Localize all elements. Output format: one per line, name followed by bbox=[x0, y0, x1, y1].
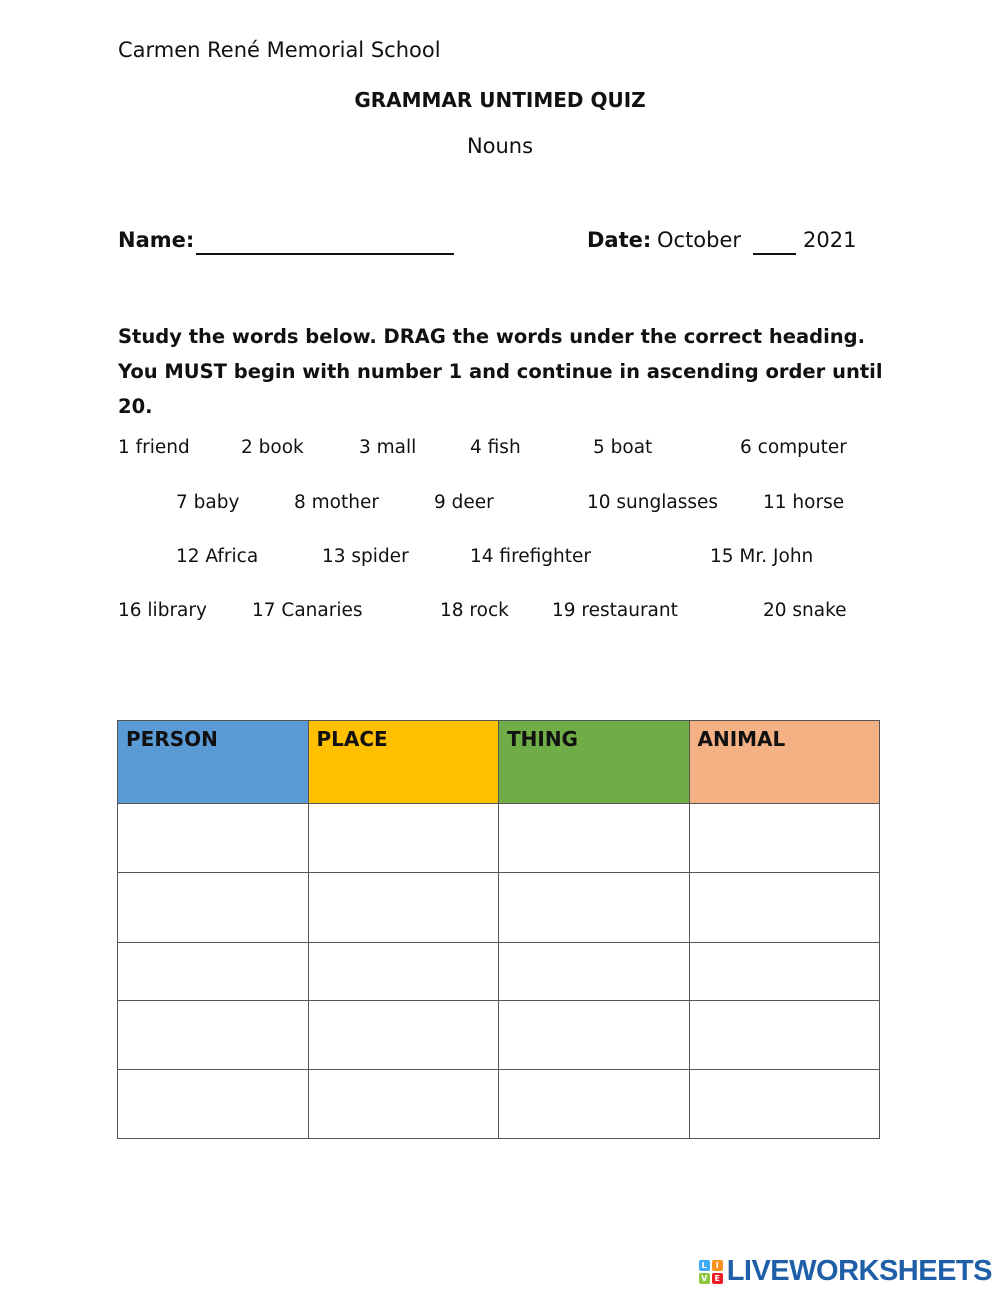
noun-sort-table bbox=[117, 720, 880, 1139]
word-item[interactable]: 13 spider bbox=[322, 546, 409, 567]
word-item[interactable]: 15 Mr. John bbox=[710, 546, 814, 567]
drop-cell[interactable] bbox=[689, 1070, 880, 1139]
drop-cell[interactable] bbox=[118, 873, 309, 943]
header-thing: THING bbox=[499, 721, 690, 804]
drop-cell[interactable] bbox=[308, 943, 499, 1001]
drop-cell[interactable] bbox=[308, 873, 499, 943]
date-day-field[interactable] bbox=[753, 253, 796, 255]
name-label: Name: bbox=[118, 228, 195, 252]
word-item[interactable]: 2 book bbox=[241, 437, 304, 458]
word-item[interactable]: 1 friend bbox=[118, 437, 190, 458]
header-place: PLACE bbox=[308, 721, 499, 804]
drop-cell[interactable] bbox=[689, 804, 880, 873]
drop-cell[interactable] bbox=[118, 1001, 309, 1070]
date-year: 2021 bbox=[803, 228, 857, 252]
word-item[interactable]: 14 firefighter bbox=[470, 546, 592, 567]
liveworksheets-logo bbox=[699, 1255, 992, 1288]
drop-cell[interactable] bbox=[689, 943, 880, 1001]
drop-cell[interactable] bbox=[118, 804, 309, 873]
drop-cell[interactable] bbox=[308, 1070, 499, 1139]
table-row bbox=[118, 1070, 880, 1139]
logo-block: V bbox=[699, 1273, 710, 1284]
drop-cell[interactable] bbox=[499, 873, 690, 943]
word-item[interactable]: 8 mother bbox=[294, 492, 379, 513]
word-item[interactable]: 19 restaurant bbox=[552, 600, 678, 621]
word-item[interactable]: 10 sunglasses bbox=[587, 492, 719, 513]
logo-blocks-icon bbox=[699, 1260, 723, 1284]
logo-block: I bbox=[712, 1260, 723, 1271]
drop-cell[interactable] bbox=[689, 1001, 880, 1070]
logo-text: LIVEWORKSHEETS bbox=[726, 1255, 992, 1287]
word-item[interactable]: 20 snake bbox=[763, 600, 847, 621]
page-title: GRAMMAR UNTIMED QUIZ bbox=[354, 88, 646, 112]
page-subtitle: Nouns bbox=[466, 134, 534, 158]
date-month: October bbox=[657, 228, 742, 252]
drop-cell[interactable] bbox=[499, 1001, 690, 1070]
word-item[interactable]: 5 boat bbox=[593, 437, 653, 458]
table-row bbox=[118, 943, 880, 1001]
instructions: Study the words below. DRAG the words under the correct heading. You MUST begin with number 1 and continue in ascending order until 20. bbox=[118, 325, 883, 418]
word-item[interactable]: 16 library bbox=[118, 600, 207, 621]
word-item[interactable]: 4 fish bbox=[470, 437, 521, 458]
drop-cell[interactable] bbox=[118, 1070, 309, 1139]
logo-block: E bbox=[712, 1273, 723, 1284]
word-item[interactable]: 18 rock bbox=[440, 600, 509, 621]
table-row bbox=[118, 1001, 880, 1070]
word-item[interactable]: 11 horse bbox=[763, 492, 845, 513]
table-row bbox=[118, 804, 880, 873]
header-person: PERSON bbox=[118, 721, 309, 804]
word-item[interactable]: 3 mall bbox=[359, 437, 417, 458]
school-name: Carmen René Memorial School bbox=[118, 38, 441, 62]
date-label: Date: bbox=[587, 228, 652, 252]
drop-cell[interactable] bbox=[499, 1070, 690, 1139]
drop-cell[interactable] bbox=[499, 943, 690, 1001]
word-item[interactable]: 6 computer bbox=[740, 437, 847, 458]
table-row bbox=[118, 873, 880, 943]
table-header-row bbox=[118, 721, 880, 804]
drop-cell[interactable] bbox=[118, 943, 309, 1001]
header-animal: ANIMAL bbox=[689, 721, 880, 804]
word-item[interactable]: 12 Africa bbox=[176, 546, 259, 567]
drop-cell[interactable] bbox=[689, 873, 880, 943]
word-item[interactable]: 9 deer bbox=[434, 492, 494, 513]
logo-block: L bbox=[699, 1260, 710, 1271]
word-item[interactable]: 17 Canaries bbox=[252, 600, 363, 621]
drop-cell[interactable] bbox=[308, 804, 499, 873]
drop-cell[interactable] bbox=[308, 1001, 499, 1070]
word-item[interactable]: 7 baby bbox=[176, 492, 240, 513]
drop-cell[interactable] bbox=[499, 804, 690, 873]
name-field[interactable] bbox=[196, 253, 454, 255]
